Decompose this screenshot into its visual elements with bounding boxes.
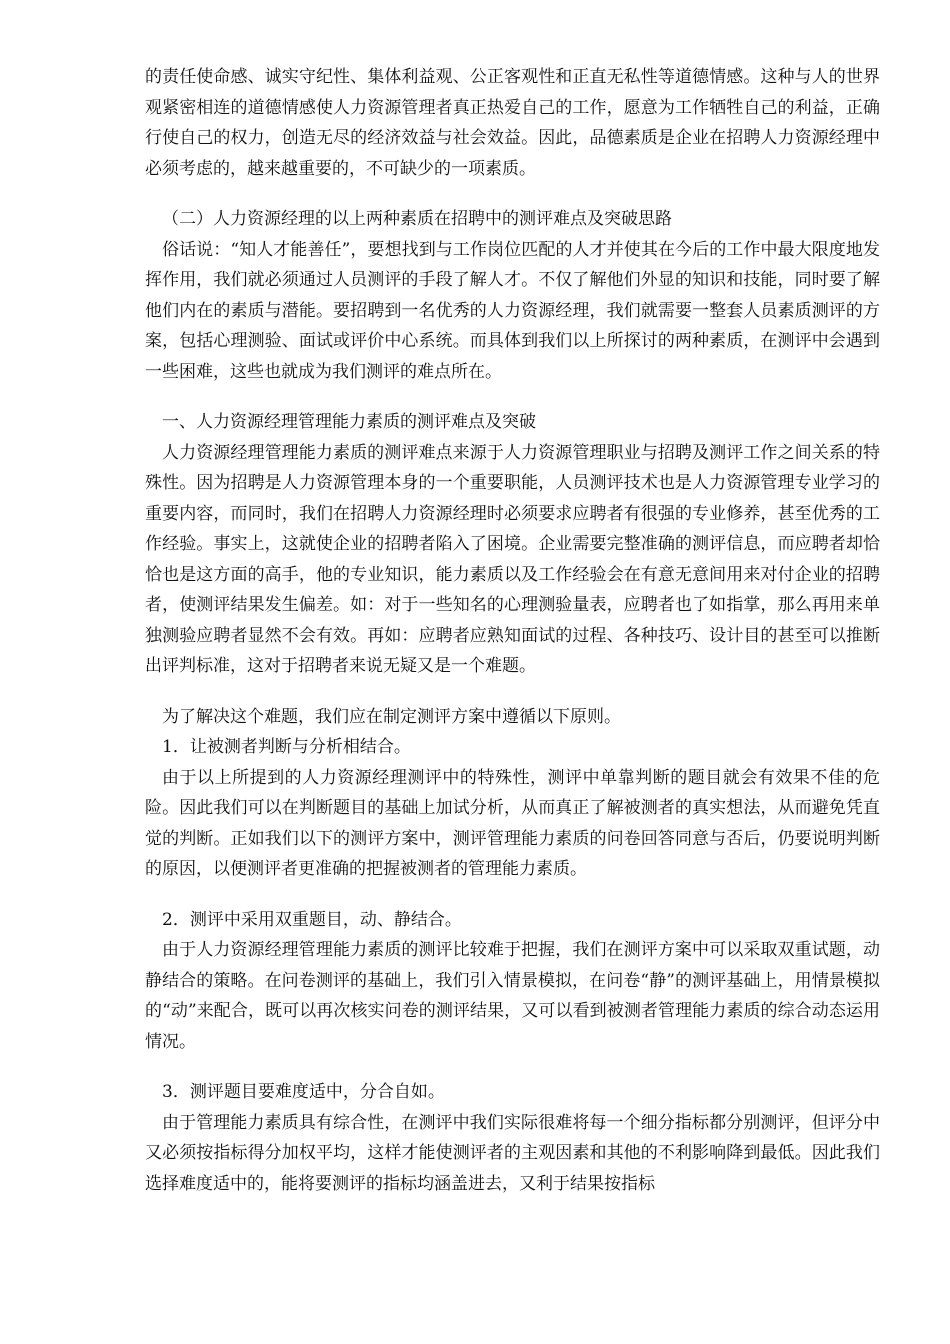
principle-2-title: 2．测评中采用双重题目，动、静结合。	[162, 909, 462, 930]
spacer	[145, 885, 880, 905]
paragraph-assessment-difficulty: 人力资源经理管理能力素质的测评难点来源于人力资源管理职业与招聘及测评工作之间关系的特殊性。因为招聘是人力资源管理本身的一个重要职能，人员测评技术也是人力资源管理专业学习的重要内容，而同时，我们在招聘人力资源经理时必须要求应聘者有很强的专业修养，甚至优秀的工作经验。事实上，这就使企业的招聘者陷入了困境。企业需要完整准确的测评信息，而应聘者却恰恰也是这方面的高手，他的专业知识，能力素质以及工作经验会在有意无意间用来对付企业的招聘者，使测评结果发生偏差。如：对于一些知名的心理测验量表，应聘者也了如指掌，那么再用来单独测验应聘者显然不会有效。再如：应聘者应熟知面试的过程、各种技巧、设计目的甚至可以推断出评判标准，这对于招聘者来说无疑又是一个难题。	[145, 442, 880, 676]
section-heading-2: （二）人力资源经理的以上两种素质在招聘中的测评难点及突破思路	[162, 209, 672, 229]
principle-1-body: 由于以上所提到的人力资源经理测评中的特殊性，测评中单靠判断的题目就会有效果不佳的危险。因此我们可以在判断题目的基础上加试分析，从而真正了解被测者的真实想法，从而避免凭直觉的判断。正如我们以下的测评方案中，测评管理能力素质的问卷回答同意与否后，仍要说明判断的原因，以便测评者更准确的把握被测者的管理能力素质。	[145, 767, 880, 879]
principle-2-body: 由于人力资源经理管理能力素质的测评比较难于把握，我们在测评方案中可以采取双重试题，动静结合的策略。在问卷测评的基础上，我们引入情景模拟，在问卷“静”的测评基础上，用情景模拟的“动”来配合，既可以再次核实问卷的测评结果，又可以看到被测者管理能力素质的综合动态运用情况。	[145, 940, 880, 1052]
document-page	[145, 62, 880, 1199]
spacer	[145, 184, 880, 204]
spacer	[145, 387, 880, 407]
principle-3-title: 3．测评题目要难度适中，分合自如。	[162, 1082, 445, 1102]
paragraph-assessment-intro: 俗话说：“知人才能善任”，要想找到与工作岗位匹配的人才并使其在今后的工作中最大限度地发挥作用，我们就必须通过人员测评的手段了解人才。不仅了解他们外显的知识和技能，同时要了解他们内在的素质与潜能。要招聘到一名优秀的人力资源经理，我们就需要一整套人员素质测评的方案，包括心理测验、面试或评价中心系统。而具体到我们以上所探讨的两种素质，在测评中会遇到一些困难，这些也就成为我们测评的难点所在。	[145, 239, 880, 382]
paragraph-moral-quality: 的责任使命感、诚实守纪性、集体利益观、公正客观性和正直无私性等道德情感。这种与人的世界观紧密相连的道德情感使人力资源管理者真正热爱自己的工作，愿意为工作牺牲自己的利益，正确行使自己的权力，创造无尽的经济效益与社会效益。因此，品德素质是企业在招聘人力资源经理中必须考虑的，越来越重要的，不可缺少的一项素质。	[145, 67, 880, 179]
principle-3-body: 由于管理能力素质具有综合性，在测评中我们实际很难将每一个细分指标都分别测评，但评分中又必须按指标得分加权平均，这样才能使测评者的主观因素和其他的不利影响降到最低。因此我们选择难度适中的，能将要测评的指标均涵盖进去，又利于结果按指标	[145, 1112, 880, 1194]
paragraph-principles-intro: 为了解决这个难题，我们应在制定测评方案中遵循以下原则。	[162, 706, 621, 727]
spacer	[145, 1057, 880, 1077]
section-heading-1: 一、人力资源经理管理能力素质的测评难点及突破	[162, 412, 536, 432]
principle-1-title: 1．让被测者判断与分析相结合。	[162, 737, 411, 757]
spacer	[145, 682, 880, 702]
